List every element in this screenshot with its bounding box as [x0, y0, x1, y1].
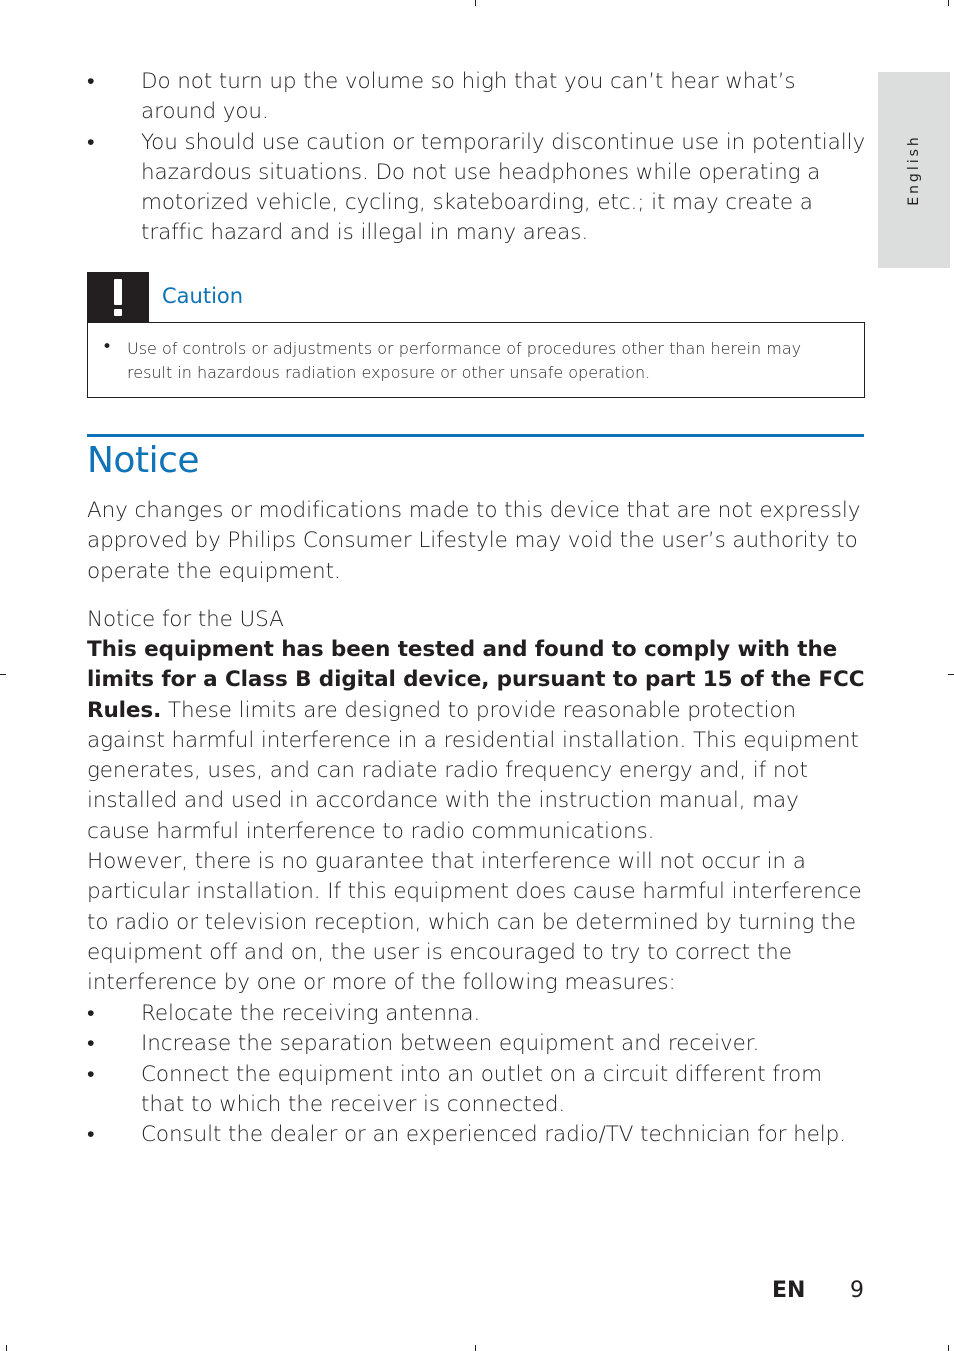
interference-text: However, there is no guarantee that interference will not occur in a particular installation. If this equipment does cause harmful interference to radio or television reception, which can be determined by turning the equipment off and on, the user is encouraged to try to correct the interference by one or more of the following measures:: [87, 849, 862, 996]
measures-list: [87, 999, 867, 1150]
list-item: [87, 67, 867, 128]
footer-language-code: EN: [772, 1278, 806, 1303]
bullet-icon: •: [87, 1001, 95, 1026]
language-tab-label: English: [906, 134, 922, 206]
notice-intro: Any changes or modifications made to this device that are not expressly approved by Philips Consumer Lifestyle may void the user’s authority to operate the equipment.: [87, 498, 861, 584]
caution-text: Use of controls or adjustments or performance of procedures other than herein may result in hazardous radiation exposure or other unsafe operation.: [127, 339, 802, 382]
bullet-icon: •: [87, 129, 95, 155]
crop-mark: [948, 1345, 949, 1351]
safety-bullet-list: [87, 67, 867, 249]
list-item: [87, 999, 867, 1029]
list-item-text: Consult the dealer or an experienced radio/TV technician for help.: [141, 1122, 846, 1148]
bullet-icon: •: [87, 1031, 95, 1057]
list-item-text: Connect the equipment into an outlet on a circuit different from that to which the receiver is connected.: [141, 1061, 822, 1117]
crop-mark: [6, 1345, 7, 1351]
section-divider: [87, 434, 864, 437]
bullet-icon: •: [102, 337, 113, 357]
section-heading: Notice: [87, 440, 200, 481]
crop-mark: [948, 674, 954, 675]
caution-title: Caution: [162, 284, 244, 308]
list-item-text: You should use caution or temporarily discontinue use in potentially hazardous situations. Do not use headphones while operating a motorized vehicle, cycling, skateboarding, etc.; it may create a traffic hazard and is illegal in many areas.: [141, 129, 866, 246]
page-number: 9: [850, 1278, 864, 1303]
usa-notice-title: Notice for the USA: [87, 607, 284, 632]
list-item: [87, 1120, 867, 1150]
bullet-icon: •: [87, 69, 95, 94]
list-item: [87, 1060, 867, 1121]
crop-mark: [475, 0, 476, 6]
exclamation-icon: [87, 272, 149, 322]
fcc-text: These limits are designed to provide reasonable protection against harmful interference in a residential installation. This equipment generates, uses, and can radiate radio frequency energy and, if not installed and used in accordance with the instruction manual, may cause harmful interference to radio communications.: [87, 697, 859, 844]
list-item: [87, 1029, 867, 1059]
fcc-statement: [87, 635, 867, 847]
fcc-bold-text: This equipment has been tested and found to comply with the limits for a Class B digital device, pursuant to part 15 of the FCC Rules.: [87, 637, 865, 723]
bullet-icon: •: [87, 1122, 95, 1148]
crop-mark: [948, 0, 949, 6]
list-item-text: Do not turn up the volume so high that you can’t hear what’s around you.: [141, 69, 796, 125]
list-item: [87, 128, 867, 249]
caution-box: [87, 322, 865, 398]
list-item-text: Relocate the receiving antenna.: [141, 1001, 481, 1026]
bullet-icon: •: [87, 1061, 95, 1087]
caution-header: [87, 272, 865, 322]
crop-mark: [475, 1345, 476, 1351]
crop-mark: [0, 674, 6, 675]
language-tab: [878, 72, 950, 268]
list-item-text: Increase the separation between equipment and receiver.: [141, 1031, 760, 1057]
